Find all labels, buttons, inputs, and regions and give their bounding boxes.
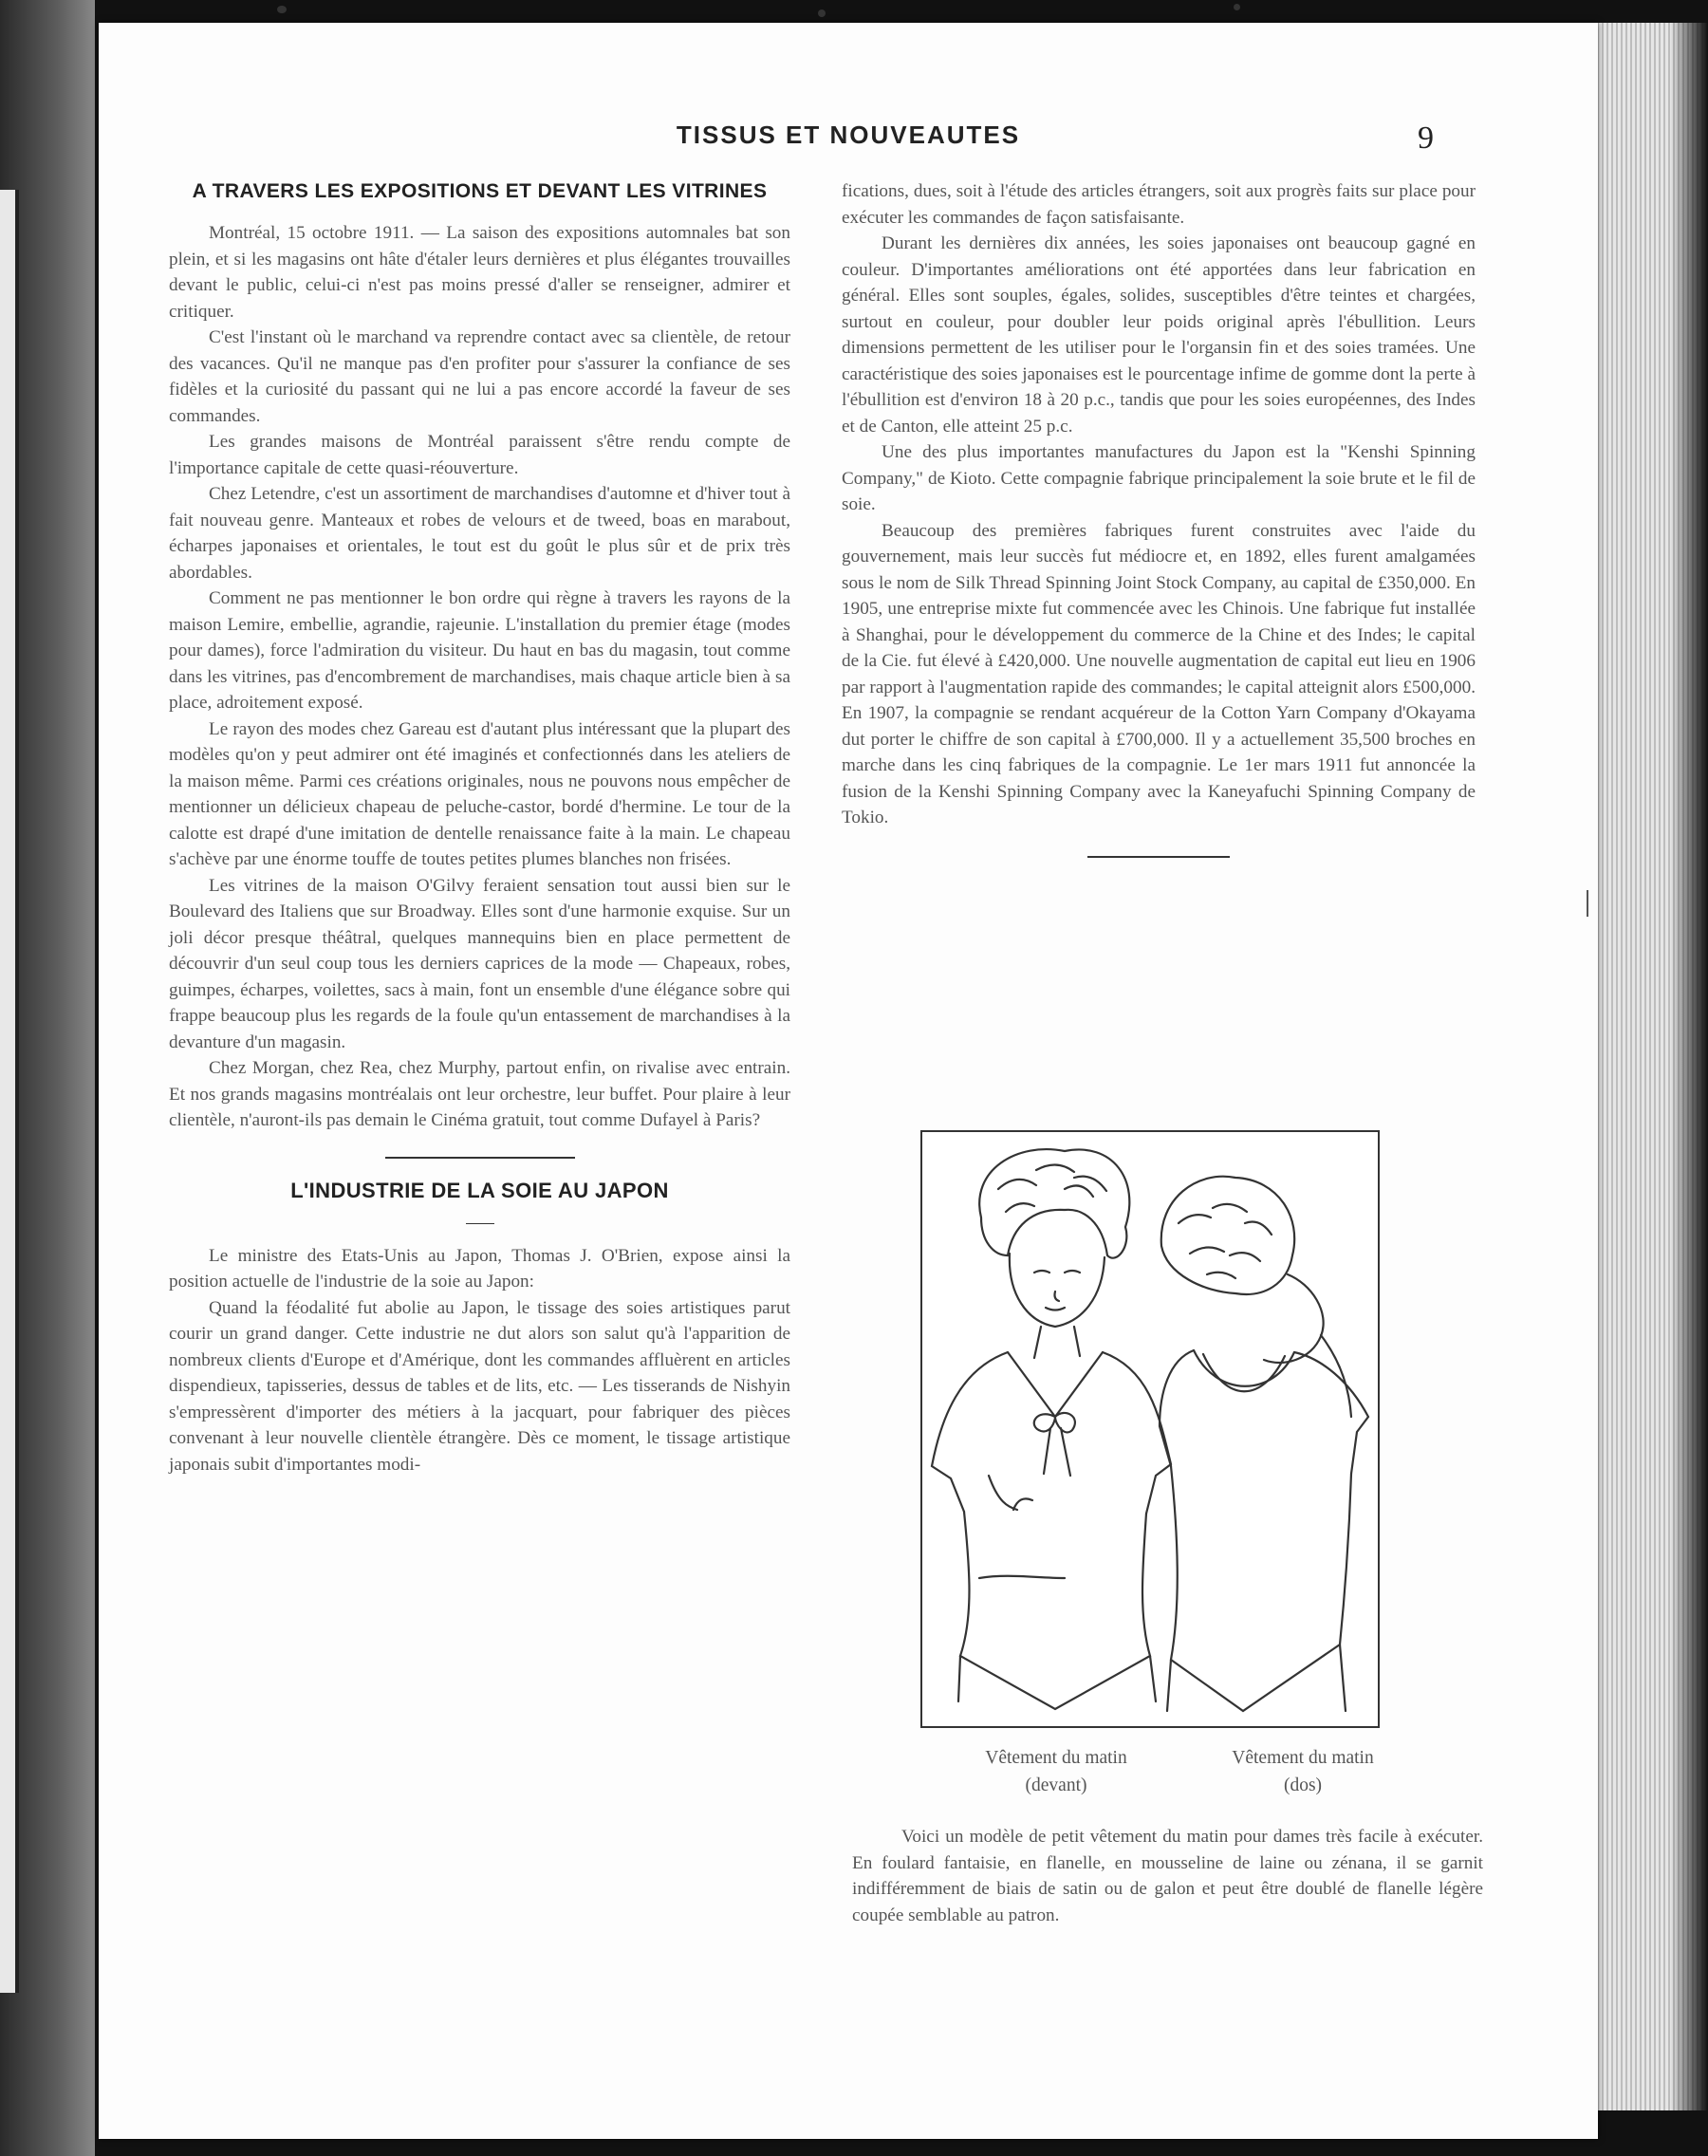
right-page-stack-shadow [1670, 23, 1708, 2110]
article-paragraph: Les vitrines de la maison O'Gilvy feraient sensation tout aussi bien sur le Boulevard des Italiens que sur Broadway. Elles sont d'une harmonie exquise. Sur un joli décor presque théâtral, quelques mannequins bien en place permettent de découvrir d'un seul coup tous les derniers caprices de la mode — Chapeaux, robes, guimpes, écharpes, voilettes, sacs à main, font un ensemble d'une élégance sobre qui frappe beaucoup plus les regards de la foule qu'un entassement de marchandises à la devanture d'un magasin. [169, 875, 790, 1052]
section-divider [1087, 856, 1230, 858]
article-continuation: fications, dues, soit à l'étude des articles étrangers, soit aux progrès faits sur place pour exécuter les commandes de façon satisfaisante. [842, 181, 1476, 228]
running-title: TISSUS ET NOUVEAUTES [676, 121, 1021, 149]
fashion-illustration [920, 1130, 1380, 1728]
back-figure-raised-arm [1264, 1274, 1351, 1417]
article-paragraph: Montréal, 15 octobre 1911. — La saison des expositions automnales bat son plein, et si les magasins ont hâte d'étaler leurs dernières et plus élégantes trouvailles devant le public, celui-ci n'est pas moins pressé d'aller se renseigner, admirer et critiquer. [169, 223, 790, 322]
left-column [169, 178, 790, 1478]
article-paragraph: Comment ne pas mentionner le bon ordre qui règne à travers les rayons de la maison Lemire, embellie, agrandie, rajeunie. L'installation du premier étage (modes pour dames), force l'admiration du visiteur. Du haut en bas du magasin, tout comme dans les vitrines, pas d'encombrement de marchandises, mais chaque article bien à sa place, adroitement exposé. [169, 588, 790, 713]
article-paragraph: Chez Morgan, chez Rea, chez Murphy, partout enfin, on rivalise avec entrain. Et nos grands magasins montréalais ont leur orchestre, leur buffet. Pour plaire à leur clientèle, n'auront-ils pas demain le Cinéma gratuit, tout comme Dufayel à Paris? [169, 1058, 790, 1130]
article-paragraph: Durant les dernières dix années, les soies japonaises ont beaucoup gagné en couleur. D'importantes améliorations ont été apportées dans leur fabrication en général. Elles sont souples, égales, solides, susceptibles d'être teintes et chargées, surtout en couleur, pour doubler leur poids original après l'ébullition. Leurs dimensions permettent de les utiliser pour le l'organsin fin et des soies tramées. Une caractéristique des soies japonaises est le pourcentage infime de gomme dont la perte à l'ébullition est d'environ 18 à 20 p.c., tandis que pour les soies européennes, des Indes et de Canton, elle atteint 25 p.c. [842, 233, 1476, 437]
article-paragraph: Le ministre des Etats-Unis au Japon, Thomas J. O'Brien, expose ainsi la position actuelle de l'industrie de la soie au Japon: [169, 1245, 790, 1292]
article-title-expositions: A TRAVERS LES EXPOSITIONS ET DEVANT LES VITRINES [192, 180, 768, 202]
article-paragraph: Le rayon des modes chez Gareau est d'autant plus intéressant que la plupart des modèles qu'on y peut admirer ont été imaginés et confectionnés dans les ateliers de la maison même. Parmi ces créations originales, nous ne pouvons nous empêcher de mentionner un délicieux chapeau de peluche-castor, bordé d'hermine. Le tour de la calotte est drapé d'une imitation de dentelle renaissance faite à la main. Le chapeau s'achève par une énorme touffe de toutes petites plumes blanches non frisées. [169, 718, 790, 869]
page-number: 9 [1418, 121, 1434, 156]
section-divider [385, 1157, 575, 1159]
caption-line: (dos) [1283, 1775, 1323, 1795]
back-figure-hair [1161, 1177, 1294, 1294]
figure-caption-back [1184, 1744, 1421, 1799]
figure-caption-front [938, 1744, 1175, 1799]
article-paragraph: Chez Letendre, c'est un assortiment de marchandises d'automne et d'hiver tout à fait nouveau genre. Manteaux et robes de velours et de tweed, boas en marabout, écharpes japonaises et orientales, le tout est du goût le plus sûr et de prix très abordables. [169, 484, 790, 583]
top-speck [277, 6, 287, 13]
article-paragraph: Quand la féodalité fut abolie au Japon, le tissage des soies artistiques parut courir un grand danger. Cette industrie ne dut alors son salut qu'à l'apparition de nombreux clients d'Europe et d'Amérique, dont les commandes affluèrent en articles dispendieux, tapisseries, dessus de tables et de lits, etc. — Les tisserands de Nishyin s'empressèrent d'importer des métiers à la jacquart, pour fabriquer des pièces convenant à leur nouvelle clientèle étrangère. Dès ce moment, le tissage artistique japonais subit d'importantes modi- [169, 1297, 790, 1475]
caption-line: Vêtement du matin [985, 1748, 1127, 1768]
front-figure-blouse [932, 1352, 1171, 1514]
article-paragraph: C'est l'instant où le marchand va reprendre contact avec sa clientèle, de retour des vacances. Qu'il ne manque pas d'en profiter pour s'assurer la confiance de ses fidèles et la curiosité du passant qui ne lui a pas encore accordé la faveur de ses commandes. [169, 327, 790, 426]
back-figure-blouse [1160, 1350, 1368, 1474]
top-speck [818, 9, 826, 17]
right-column [842, 178, 1476, 858]
article-title-soie: L'INDUSTRIE DE LA SOIE AU JAPON [290, 1178, 669, 1202]
gutter-mark [1587, 890, 1588, 917]
article-paragraph: Beaucoup des premières fabriques furent construites avec l'aide du gouvernement, mais leur succès fut médiocre et, en 1892, elles furent amalgamées sous le nom de Silk Thread Spinning Joint Stock Company, au capital de £350,000. En 1905, une entreprise mixte fut commencée avec les Chinois. Une fabrique fut installée à Shanghai, pour le développement du commerce de la Chine et des Indes; le capital de la Cie. fut élevé à £420,000. Une nouvelle augmentation de capital eut lieu en 1906 par rapport à l'augmentation rapide des commandes; le capital atteignit alors £500,000. En 1907, la compagnie se rendant acquéreur de la Cotton Yarn Company d'Okayama dut porter le chiffre de son capital à £700,000. Il y a actuellement 35,500 broches en marche dans les cinq fabriques de la compagnie. Le 1er mars 1911 fut annoncée la fusion de la Kenshi Spinning Company avec la Kaneyafuchi Spinning Company de Tokio. [842, 520, 1476, 827]
figure-description-text: Voici un modèle de petit vêtement du matin pour dames très facile à exécuter. En foulard fantaisie, en flanelle, en mousseline de laine ou zénana, il se garnit indifféremment de biais de satin ou de galon et peut être doublé de flanelle légère coupée semblable au patron. [852, 1827, 1483, 1925]
figure-description [852, 1824, 1483, 1928]
front-figure-face [1010, 1254, 1105, 1327]
article-paragraph: Une des plus importantes manufactures du Japon est la "Kenshi Spinning Company," de Kioto. Cette compagnie fabrique principalement la soie brute et le fil de soie. [842, 442, 1476, 514]
title-underline [466, 1223, 494, 1224]
caption-line: Vêtement du matin [1232, 1748, 1374, 1768]
illustration-drawing [922, 1132, 1378, 1726]
article-paragraph: Les grandes maisons de Montréal paraissent s'être rendu compte de l'importance capitale de cette quasi-réouverture. [169, 432, 790, 478]
caption-line: (devant) [1025, 1775, 1087, 1795]
front-figure-collar [1008, 1352, 1103, 1417]
front-figure-bow [1034, 1413, 1075, 1476]
top-speck [1234, 4, 1240, 10]
left-page-strip [0, 190, 19, 1993]
